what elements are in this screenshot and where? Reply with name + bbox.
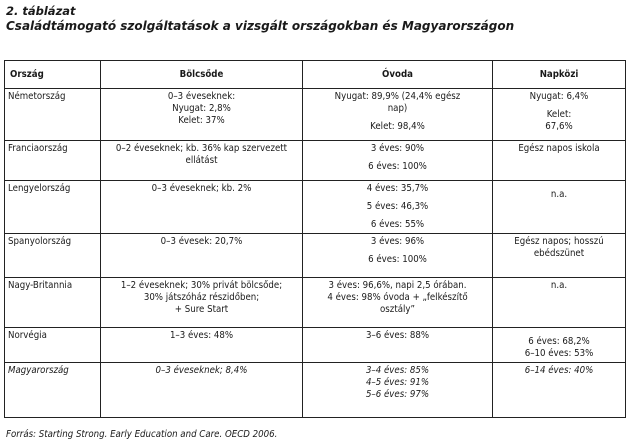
- cell-line: 6 éves: 55%: [370, 219, 425, 230]
- table-title: Családtámogató szolgáltatások a vizsgált országokban és Magyarországon: [6, 19, 515, 33]
- cell-ovoda: [303, 181, 493, 234]
- header-bolcsode: Bölcsőde: [101, 61, 303, 89]
- cell-line: 5–6 éves: 97%: [365, 389, 430, 400]
- cell-line: 0–3 éveseknek; kb. 2%: [151, 183, 252, 194]
- cell-line: 0–3 éveseknek; 8,4%: [155, 365, 248, 376]
- table-row: [5, 278, 626, 328]
- cell-line: 3 éves: 96,6%, napi 2,5 órában.: [328, 280, 467, 291]
- cell-napkozi: [493, 328, 626, 363]
- cell-napkozi: [493, 89, 626, 141]
- cell-napkozi: [493, 278, 626, 328]
- services-table: [4, 60, 626, 418]
- table-row: [5, 181, 626, 234]
- cell-line: Nyugat: 2,8%: [172, 103, 231, 114]
- cell-line: Kelet: 98,4%: [370, 121, 425, 132]
- cell-line: 6–14 éves: 40%: [524, 365, 594, 376]
- cell-country: Nagy-Britannia: [5, 278, 101, 328]
- cell-country: Franciaország: [5, 141, 101, 181]
- cell-bolcsode: [101, 278, 303, 328]
- cell-line: n.a.: [550, 280, 568, 291]
- cell-country: Lengyelország: [5, 181, 101, 234]
- cell-country: Magyarország: [5, 363, 101, 418]
- cell-ovoda: [303, 278, 493, 328]
- cell-bolcsode: [101, 181, 303, 234]
- table-row: [5, 328, 626, 363]
- cell-line: 6 éves: 100%: [368, 254, 427, 265]
- cell-line: ellátást: [185, 155, 218, 166]
- cell-country: Spanyolország: [5, 234, 101, 278]
- cell-line: 3 éves: 90%: [370, 143, 425, 154]
- cell-line: nap): [387, 103, 408, 114]
- cell-line: Egész napos; hosszú: [514, 236, 604, 247]
- table-number: 2. táblázat: [6, 4, 76, 18]
- cell-line: 1–3 éves: 48%: [169, 330, 234, 341]
- header-country: Ország: [5, 61, 101, 89]
- cell-line: Nyugat: 89,9% (24,4% egész: [334, 91, 461, 102]
- table-row: [5, 234, 626, 278]
- header-row: [5, 61, 626, 89]
- cell-line: Kelet: 37%: [178, 115, 225, 126]
- cell-bolcsode: [101, 363, 303, 418]
- cell-line: Nyugat: 6,4%: [529, 91, 589, 102]
- cell-line: 0–3 évesek: 20,7%: [160, 236, 243, 247]
- cell-line: 4 éves: 98% óvoda + „felkészítő: [327, 292, 468, 303]
- cell-line: ebédszünet: [533, 248, 585, 259]
- cell-ovoda: [303, 141, 493, 181]
- table-caption: [6, 4, 514, 34]
- cell-line: 5 éves: 46,3%: [366, 201, 429, 212]
- cell-napkozi: [493, 363, 626, 418]
- source-note: Forrás: Starting Strong. Early Education and Care. OECD 2006.: [6, 429, 278, 440]
- cell-line: 3–4 éves: 85%: [365, 365, 430, 376]
- cell-napkozi: [493, 181, 626, 234]
- cell-napkozi: [493, 234, 626, 278]
- header-napkozi: Napközi: [493, 61, 626, 89]
- cell-ovoda: [303, 363, 493, 418]
- table-row: [5, 363, 626, 418]
- cell-ovoda: [303, 234, 493, 278]
- table-row: [5, 141, 626, 181]
- header-ovoda: Óvoda: [303, 61, 493, 89]
- cell-ovoda: [303, 89, 493, 141]
- cell-line: 6 éves: 100%: [368, 161, 427, 172]
- cell-ovoda: [303, 328, 493, 363]
- table-row: [5, 89, 626, 141]
- cell-country: Norvégia: [5, 328, 101, 363]
- cell-line: n.a.: [550, 189, 568, 200]
- cell-bolcsode: [101, 141, 303, 181]
- cell-line: 1–2 éveseknek; 30% privát bölcsőde;: [120, 280, 283, 291]
- cell-bolcsode: [101, 234, 303, 278]
- cell-line: Egész napos iskola: [518, 143, 600, 154]
- cell-line: 3 éves: 96%: [370, 236, 425, 247]
- cell-bolcsode: [101, 89, 303, 141]
- cell-line: 0–3 éveseknek:: [167, 91, 236, 102]
- cell-line: 0–2 éveseknek; kb. 36% kap szervezett: [115, 143, 288, 154]
- cell-line: + Sure Start: [174, 304, 229, 315]
- cell-country: Németország: [5, 89, 101, 141]
- cell-line: 6 éves: 68,2%: [528, 336, 590, 347]
- cell-line: 4 éves: 35,7%: [366, 183, 429, 194]
- cell-line: 6–10 éves: 53%: [524, 348, 594, 359]
- cell-line: 30% játszóház részidőben;: [143, 292, 260, 303]
- cell-bolcsode: [101, 328, 303, 363]
- cell-line: 3–6 éves: 88%: [365, 330, 430, 341]
- cell-line: 4–5 éves: 91%: [365, 377, 430, 388]
- cell-line: 67,6%: [545, 121, 573, 132]
- cell-line: osztály”: [380, 304, 415, 315]
- cell-napkozi: [493, 141, 626, 181]
- cell-line: Kelet:: [546, 109, 572, 120]
